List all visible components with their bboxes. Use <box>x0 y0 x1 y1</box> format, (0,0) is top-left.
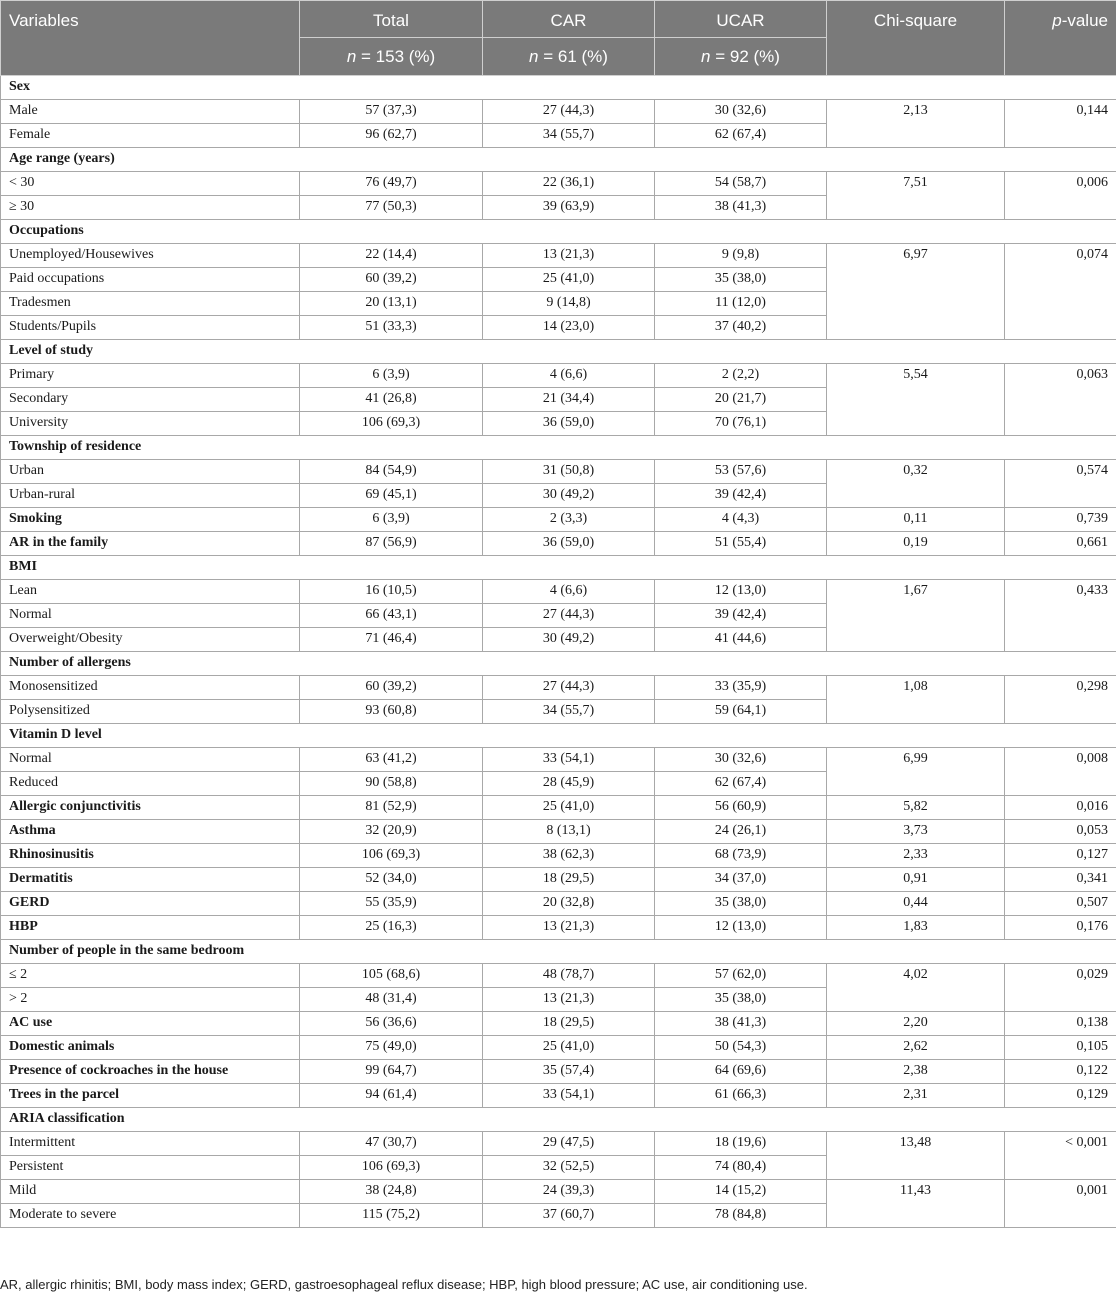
cell-p-value: 0,074 <box>1005 244 1116 340</box>
row-label: HBP <box>1 916 300 940</box>
row-label: Intermittent <box>1 1132 300 1156</box>
cell-ucar: 30 (32,6) <box>655 748 827 772</box>
cell-car: 31 (50,8) <box>483 460 655 484</box>
n-symbol: n <box>701 46 711 66</box>
cell-p-value: 0,063 <box>1005 364 1116 436</box>
header-ucar: UCAR <box>655 1 827 38</box>
row-label: Reduced <box>1 772 300 796</box>
cell-chi-square: 2,13 <box>827 100 1005 148</box>
table-row <box>1 964 1116 988</box>
cell-ucar: 62 (67,4) <box>655 124 827 148</box>
cell-car: 30 (49,2) <box>483 628 655 652</box>
header-p-value <box>1005 1 1116 76</box>
cell-total: 105 (68,6) <box>300 964 483 988</box>
cell-ucar: 54 (58,7) <box>655 172 827 196</box>
section-title: Township of residence <box>1 436 1116 460</box>
cell-car: 21 (34,4) <box>483 388 655 412</box>
cell-ucar: 64 (69,6) <box>655 1060 827 1084</box>
cell-total: 51 (33,3) <box>300 316 483 340</box>
cell-ucar: 35 (38,0) <box>655 892 827 916</box>
row-label: AR in the family <box>1 532 300 556</box>
section-header-row <box>1 652 1116 676</box>
cell-total: 106 (69,3) <box>300 1156 483 1180</box>
cell-p-value: 0,122 <box>1005 1060 1116 1084</box>
cell-p-value: 0,507 <box>1005 892 1116 916</box>
cell-chi-square: 2,20 <box>827 1012 1005 1036</box>
cell-car: 8 (13,1) <box>483 820 655 844</box>
row-label: Male <box>1 100 300 124</box>
cell-chi-square: 11,43 <box>827 1180 1005 1228</box>
table-row <box>1 868 1116 892</box>
cell-p-value: 0,739 <box>1005 508 1116 532</box>
cell-ucar: 38 (41,3) <box>655 196 827 220</box>
cell-p-value: 0,661 <box>1005 532 1116 556</box>
cell-p-value: 0,574 <box>1005 460 1116 508</box>
row-label: Normal <box>1 748 300 772</box>
cell-ucar: 12 (13,0) <box>655 916 827 940</box>
cell-total: 20 (13,1) <box>300 292 483 316</box>
cell-car: 48 (78,7) <box>483 964 655 988</box>
cell-car: 36 (59,0) <box>483 412 655 436</box>
cell-ucar: 11 (12,0) <box>655 292 827 316</box>
table-footnote: AR, allergic rhinitis; BMI, body mass index; GERD, gastroesophageal reflux disease; HBP, high blood pressure; AC use, air conditioning use. <box>0 1277 808 1292</box>
cell-total: 63 (41,2) <box>300 748 483 772</box>
cell-total: 25 (16,3) <box>300 916 483 940</box>
cell-ucar: 50 (54,3) <box>655 1036 827 1060</box>
section-title: Number of people in the same bedroom <box>1 940 1116 964</box>
cell-car: 24 (39,3) <box>483 1180 655 1204</box>
cell-total: 115 (75,2) <box>300 1204 483 1228</box>
table-row <box>1 532 1116 556</box>
cell-total: 75 (49,0) <box>300 1036 483 1060</box>
table-row <box>1 844 1116 868</box>
section-header-row <box>1 148 1116 172</box>
table-row <box>1 1060 1116 1084</box>
row-label: Primary <box>1 364 300 388</box>
header-variables: Variables <box>1 1 300 76</box>
row-label: Normal <box>1 604 300 628</box>
table-row <box>1 100 1116 124</box>
cell-p-value: 0,001 <box>1005 1180 1116 1228</box>
table-row <box>1 1036 1116 1060</box>
cell-ucar: 35 (38,0) <box>655 268 827 292</box>
cell-chi-square: 1,08 <box>827 676 1005 724</box>
cell-chi-square: 1,83 <box>827 916 1005 940</box>
cell-total: 6 (3,9) <box>300 508 483 532</box>
cell-p-value: 0,053 <box>1005 820 1116 844</box>
row-label: Asthma <box>1 820 300 844</box>
cell-ucar: 2 (2,2) <box>655 364 827 388</box>
cell-total: 87 (56,9) <box>300 532 483 556</box>
cell-chi-square: 5,82 <box>827 796 1005 820</box>
row-label: Urban <box>1 460 300 484</box>
cell-car: 18 (29,5) <box>483 868 655 892</box>
cell-total: 48 (31,4) <box>300 988 483 1012</box>
header-p-rest: -value <box>1061 11 1108 30</box>
cell-car: 29 (47,5) <box>483 1132 655 1156</box>
cell-ucar: 57 (62,0) <box>655 964 827 988</box>
row-label: Secondary <box>1 388 300 412</box>
cell-total: 99 (64,7) <box>300 1060 483 1084</box>
cell-car: 27 (44,3) <box>483 100 655 124</box>
cell-total: 32 (20,9) <box>300 820 483 844</box>
n-total-value: = 153 (%) <box>356 46 436 66</box>
cell-ucar: 56 (60,9) <box>655 796 827 820</box>
cell-total: 69 (45,1) <box>300 484 483 508</box>
cell-car: 28 (45,9) <box>483 772 655 796</box>
header-car: CAR <box>483 1 655 38</box>
table-row <box>1 796 1116 820</box>
section-header-row <box>1 220 1116 244</box>
cell-p-value: 0,433 <box>1005 580 1116 652</box>
cell-total: 60 (39,2) <box>300 268 483 292</box>
header-n-ucar <box>655 38 827 76</box>
row-label: > 2 <box>1 988 300 1012</box>
table-row <box>1 916 1116 940</box>
row-label: Monosensitized <box>1 676 300 700</box>
table-row <box>1 580 1116 604</box>
cell-total: 55 (35,9) <box>300 892 483 916</box>
cell-chi-square: 0,91 <box>827 868 1005 892</box>
section-title: Number of allergens <box>1 652 1116 676</box>
cell-chi-square: 2,33 <box>827 844 1005 868</box>
table-row <box>1 508 1116 532</box>
cell-chi-square: 1,67 <box>827 580 1005 652</box>
row-label: Female <box>1 124 300 148</box>
cell-chi-square: 6,99 <box>827 748 1005 796</box>
cell-car: 9 (14,8) <box>483 292 655 316</box>
cell-chi-square: 7,51 <box>827 172 1005 220</box>
cell-car: 34 (55,7) <box>483 700 655 724</box>
cell-ucar: 18 (19,6) <box>655 1132 827 1156</box>
cell-ucar: 37 (40,2) <box>655 316 827 340</box>
row-label: Overweight/Obesity <box>1 628 300 652</box>
row-label: GERD <box>1 892 300 916</box>
row-label: Polysensitized <box>1 700 300 724</box>
header-n-car <box>483 38 655 76</box>
cell-car: 33 (54,1) <box>483 748 655 772</box>
table-row <box>1 676 1116 700</box>
table-row <box>1 1132 1116 1156</box>
cell-ucar: 30 (32,6) <box>655 100 827 124</box>
row-label: Dermatitis <box>1 868 300 892</box>
row-label: AC use <box>1 1012 300 1036</box>
cell-p-value: 0,016 <box>1005 796 1116 820</box>
cell-p-value: 0,341 <box>1005 868 1116 892</box>
cell-ucar: 61 (66,3) <box>655 1084 827 1108</box>
cell-chi-square: 0,32 <box>827 460 1005 508</box>
cell-total: 52 (34,0) <box>300 868 483 892</box>
cell-total: 16 (10,5) <box>300 580 483 604</box>
cell-ucar: 39 (42,4) <box>655 484 827 508</box>
cell-ucar: 38 (41,3) <box>655 1012 827 1036</box>
cell-ucar: 53 (57,6) <box>655 460 827 484</box>
cell-ucar: 34 (37,0) <box>655 868 827 892</box>
cell-p-value: 0,105 <box>1005 1036 1116 1060</box>
table-row <box>1 172 1116 196</box>
cell-total: 6 (3,9) <box>300 364 483 388</box>
cell-total: 77 (50,3) <box>300 196 483 220</box>
cell-car: 25 (41,0) <box>483 268 655 292</box>
cell-total: 96 (62,7) <box>300 124 483 148</box>
row-label: ≤ 2 <box>1 964 300 988</box>
cell-car: 4 (6,6) <box>483 364 655 388</box>
row-label: < 30 <box>1 172 300 196</box>
cell-chi-square: 2,31 <box>827 1084 1005 1108</box>
cell-ucar: 24 (26,1) <box>655 820 827 844</box>
cell-car: 36 (59,0) <box>483 532 655 556</box>
cell-total: 71 (46,4) <box>300 628 483 652</box>
row-label: Unemployed/Housewives <box>1 244 300 268</box>
cell-p-value: 0,129 <box>1005 1084 1116 1108</box>
table-row <box>1 892 1116 916</box>
cell-car: 30 (49,2) <box>483 484 655 508</box>
row-label: Paid occupations <box>1 268 300 292</box>
cell-car: 20 (32,8) <box>483 892 655 916</box>
n-symbol: n <box>346 46 357 66</box>
row-label: Domestic animals <box>1 1036 300 1060</box>
row-label: Urban-rural <box>1 484 300 508</box>
table-row <box>1 1012 1116 1036</box>
cell-chi-square: 6,97 <box>827 244 1005 340</box>
cell-car: 35 (57,4) <box>483 1060 655 1084</box>
cell-ucar: 4 (4,3) <box>655 508 827 532</box>
cell-car: 27 (44,3) <box>483 604 655 628</box>
section-title: Sex <box>1 76 1116 100</box>
cell-p-value: 0,138 <box>1005 1012 1116 1036</box>
table-row <box>1 748 1116 772</box>
cell-total: 106 (69,3) <box>300 844 483 868</box>
cell-chi-square: 0,19 <box>827 532 1005 556</box>
n-car-value: = 61 (%) <box>538 46 608 66</box>
cell-p-value: 0,008 <box>1005 748 1116 796</box>
section-header-row <box>1 1108 1116 1132</box>
cell-p-value: 0,176 <box>1005 916 1116 940</box>
cell-ucar: 33 (35,9) <box>655 676 827 700</box>
row-label: Persistent <box>1 1156 300 1180</box>
row-label: Tradesmen <box>1 292 300 316</box>
section-title: ARIA classification <box>1 1108 1116 1132</box>
cell-ucar: 35 (38,0) <box>655 988 827 1012</box>
cell-total: 76 (49,7) <box>300 172 483 196</box>
cell-chi-square: 2,62 <box>827 1036 1005 1060</box>
cell-ucar: 41 (44,6) <box>655 628 827 652</box>
table-row <box>1 460 1116 484</box>
cell-car: 38 (62,3) <box>483 844 655 868</box>
cell-ucar: 20 (21,7) <box>655 388 827 412</box>
section-title: Level of study <box>1 340 1116 364</box>
cell-ucar: 51 (55,4) <box>655 532 827 556</box>
table-row <box>1 820 1116 844</box>
cell-ucar: 59 (64,1) <box>655 700 827 724</box>
cell-total: 57 (37,3) <box>300 100 483 124</box>
cell-chi-square: 5,54 <box>827 364 1005 436</box>
cell-car: 2 (3,3) <box>483 508 655 532</box>
header-p-italic: p <box>1052 11 1062 30</box>
section-header-row <box>1 436 1116 460</box>
cell-chi-square: 0,44 <box>827 892 1005 916</box>
section-header-row <box>1 76 1116 100</box>
row-label: ≥ 30 <box>1 196 300 220</box>
cell-chi-square: 0,11 <box>827 508 1005 532</box>
row-label: University <box>1 412 300 436</box>
cell-car: 14 (23,0) <box>483 316 655 340</box>
cell-p-value: 0,298 <box>1005 676 1116 724</box>
section-header-row <box>1 940 1116 964</box>
header-n-total <box>300 38 483 76</box>
cell-chi-square: 3,73 <box>827 820 1005 844</box>
row-label: Mild <box>1 1180 300 1204</box>
cell-p-value: 0,127 <box>1005 844 1116 868</box>
table-row <box>1 244 1116 268</box>
cell-total: 41 (26,8) <box>300 388 483 412</box>
cell-ucar: 12 (13,0) <box>655 580 827 604</box>
cell-car: 25 (41,0) <box>483 1036 655 1060</box>
cell-total: 81 (52,9) <box>300 796 483 820</box>
cell-total: 56 (36,6) <box>300 1012 483 1036</box>
cell-chi-square: 4,02 <box>827 964 1005 1012</box>
cell-total: 106 (69,3) <box>300 412 483 436</box>
row-label: Presence of cockroaches in the house <box>1 1060 300 1084</box>
section-title: Vitamin D level <box>1 724 1116 748</box>
cell-ucar: 68 (73,9) <box>655 844 827 868</box>
table-row <box>1 1084 1116 1108</box>
section-header-row <box>1 724 1116 748</box>
row-label: Students/Pupils <box>1 316 300 340</box>
cell-car: 25 (41,0) <box>483 796 655 820</box>
row-label: Lean <box>1 580 300 604</box>
cell-chi-square: 2,38 <box>827 1060 1005 1084</box>
cell-total: 38 (24,8) <box>300 1180 483 1204</box>
cell-car: 13 (21,3) <box>483 988 655 1012</box>
section-title: Age range (years) <box>1 148 1116 172</box>
cell-total: 93 (60,8) <box>300 700 483 724</box>
cell-total: 47 (30,7) <box>300 1132 483 1156</box>
cell-car: 32 (52,5) <box>483 1156 655 1180</box>
cell-p-value: < 0,001 <box>1005 1132 1116 1180</box>
row-label: Trees in the parcel <box>1 1084 300 1108</box>
cell-total: 60 (39,2) <box>300 676 483 700</box>
cell-total: 84 (54,9) <box>300 460 483 484</box>
table-row <box>1 1180 1116 1204</box>
cell-total: 22 (14,4) <box>300 244 483 268</box>
cell-car: 39 (63,9) <box>483 196 655 220</box>
cell-p-value: 0,029 <box>1005 964 1116 1012</box>
cell-p-value: 0,006 <box>1005 172 1116 220</box>
table-body <box>1 76 1116 1228</box>
header-chi-square: Chi-square <box>827 1 1005 76</box>
row-label: Allergic conjunctivitis <box>1 796 300 820</box>
cell-ucar: 70 (76,1) <box>655 412 827 436</box>
n-symbol: n <box>529 46 539 66</box>
cell-ucar: 9 (9,8) <box>655 244 827 268</box>
cell-chi-square: 13,48 <box>827 1132 1005 1180</box>
cell-car: 27 (44,3) <box>483 676 655 700</box>
table-row <box>1 364 1116 388</box>
cell-p-value: 0,144 <box>1005 100 1116 148</box>
cell-car: 18 (29,5) <box>483 1012 655 1036</box>
cell-car: 33 (54,1) <box>483 1084 655 1108</box>
cell-total: 94 (61,4) <box>300 1084 483 1108</box>
cell-ucar: 74 (80,4) <box>655 1156 827 1180</box>
cell-total: 66 (43,1) <box>300 604 483 628</box>
cell-ucar: 78 (84,8) <box>655 1204 827 1228</box>
cell-car: 22 (36,1) <box>483 172 655 196</box>
section-title: Occupations <box>1 220 1116 244</box>
cell-car: 13 (21,3) <box>483 916 655 940</box>
row-label: Smoking <box>1 508 300 532</box>
cell-car: 13 (21,3) <box>483 244 655 268</box>
n-ucar-value: = 92 (%) <box>710 46 780 66</box>
cell-total: 90 (58,8) <box>300 772 483 796</box>
cell-car: 34 (55,7) <box>483 124 655 148</box>
cell-car: 37 (60,7) <box>483 1204 655 1228</box>
cell-ucar: 39 (42,4) <box>655 604 827 628</box>
cell-car: 4 (6,6) <box>483 580 655 604</box>
cell-ucar: 14 (15,2) <box>655 1180 827 1204</box>
header-total: Total <box>300 1 483 38</box>
section-title: BMI <box>1 556 1116 580</box>
section-header-row <box>1 556 1116 580</box>
row-label: Moderate to severe <box>1 1204 300 1228</box>
cell-ucar: 62 (67,4) <box>655 772 827 796</box>
section-header-row <box>1 340 1116 364</box>
row-label: Rhinosinusitis <box>1 844 300 868</box>
